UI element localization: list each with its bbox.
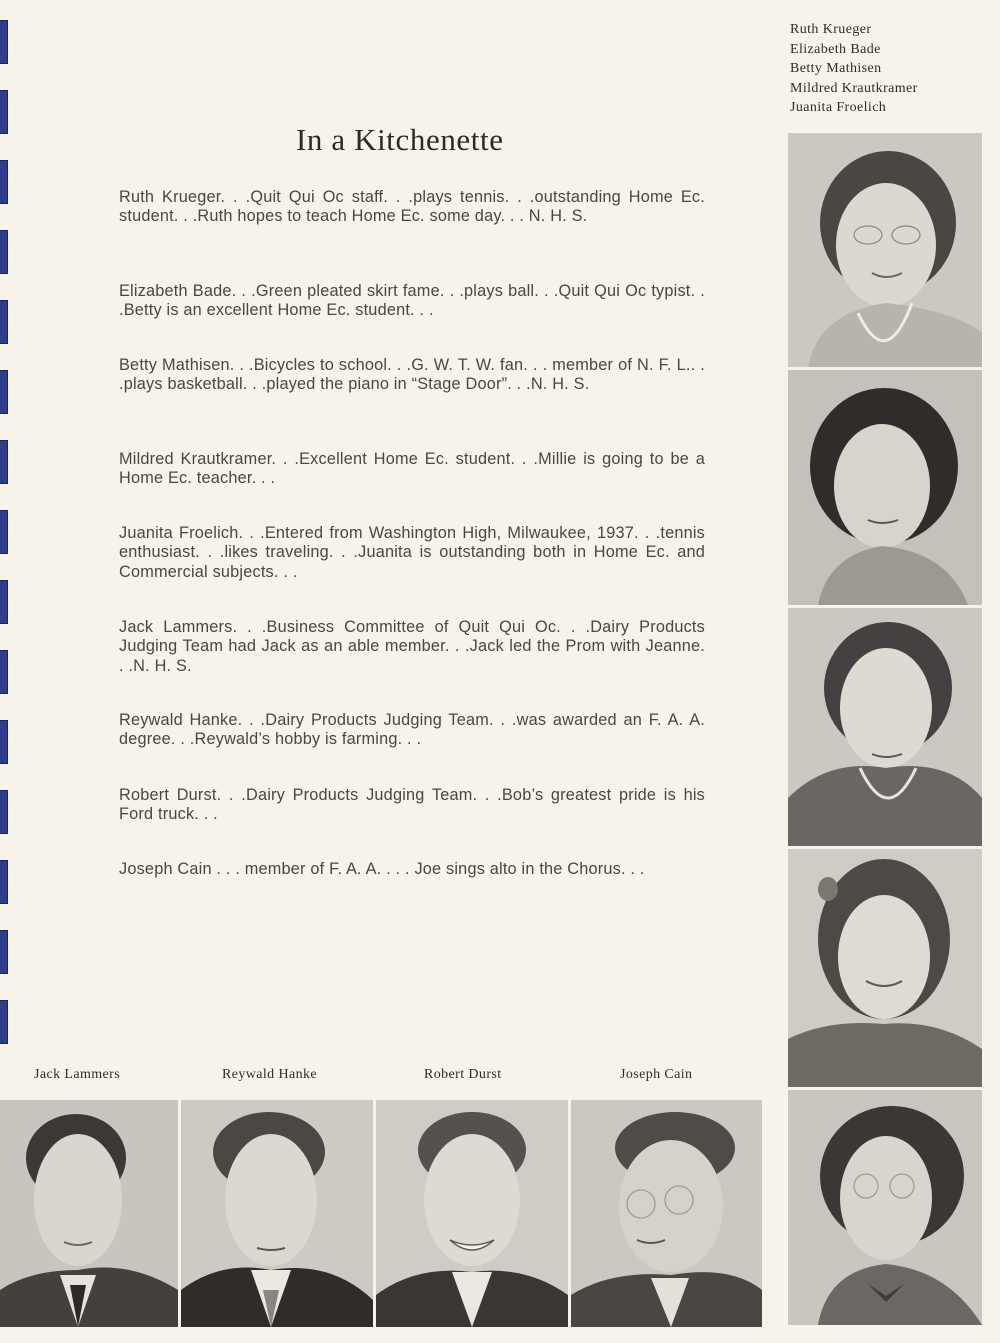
binding-mark	[0, 90, 8, 134]
photo-robert-durst	[376, 1100, 568, 1327]
portrait-image	[788, 849, 982, 1087]
photo-reywald-hanke	[181, 1100, 373, 1327]
binding-mark	[0, 1000, 8, 1044]
portrait-image	[788, 608, 982, 846]
binding-mark	[0, 370, 8, 414]
photo-juanita-froelich	[788, 1090, 982, 1325]
portrait-image	[181, 1100, 373, 1327]
caption-juanita-froelich: Juanita Froelich	[790, 100, 887, 116]
caption-jack-lammers: Jack Lammers	[34, 1067, 121, 1082]
bio-reywald-hanke: Reywald Hanke. . .Dairy Products Judging Team. . .was awarded an F. A. A. degree. . .Reywald’s hobby is farming. . .	[119, 711, 705, 749]
portrait-image	[788, 133, 982, 367]
bio-jack-lammers: Jack Lammers. . .Business Committee of Quit Qui Oc. . .Dairy Products Judging Team had Jack as an able member. . .Jack led the Prom with Jeanne. . .N. H. S.	[119, 618, 705, 675]
caption-robert-durst: Robert Durst	[424, 1067, 502, 1082]
photo-ruth-krueger	[788, 133, 982, 367]
bio-elizabeth-bade: Elizabeth Bade. . .Green pleated skirt fame. . .plays ball. . .Quit Qui Oc typist. . .Betty is an excellent Home Ec. student. . .	[119, 282, 705, 320]
binding-mark	[0, 230, 8, 274]
photo-mildred-krautkramer	[788, 849, 982, 1087]
page-title: In a Kitchenette	[296, 122, 504, 157]
binding-mark	[0, 510, 8, 554]
caption-elizabeth-bade: Elizabeth Bade	[790, 41, 881, 57]
bio-ruth-krueger: Ruth Krueger. . .Quit Qui Oc staff. . .plays tennis. . .outstanding Home Ec. student. . .Ruth hopes to teach Home Ec. some day. . . N. H. S.	[119, 188, 705, 226]
right-photo-captions	[790, 20, 918, 118]
binding-mark	[0, 160, 8, 204]
caption-joseph-cain: Joseph Cain	[620, 1067, 693, 1082]
caption-ruth-krueger: Ruth Krueger	[790, 22, 872, 37]
binding-mark	[0, 930, 8, 974]
bio-betty-mathisen: Betty Mathisen. . .Bicycles to school. . .G. W. T. W. fan. . . member of N. F. L.. . .plays basketball. . .played the piano in “Stage Door”. . .N. H. S.	[119, 356, 705, 394]
portrait-image	[0, 1100, 178, 1327]
bio-mildred-krautkramer: Mildred Krautkramer. . .Excellent Home Ec. student. . .Millie is going to be a Home Ec. teacher. . .	[119, 450, 705, 488]
portrait-image	[376, 1100, 568, 1327]
portrait-image	[788, 1090, 982, 1325]
photo-betty-mathisen	[788, 608, 982, 846]
photo-elizabeth-bade	[788, 370, 982, 605]
photo-joseph-cain	[571, 1100, 762, 1327]
portrait-image	[788, 370, 982, 605]
binding-mark	[0, 860, 8, 904]
caption-reywald-hanke: Reywald Hanke	[222, 1067, 318, 1082]
caption-mildred-krautkramer: Mildred Krautkramer	[790, 80, 918, 96]
binding-mark	[0, 580, 8, 624]
photo-jack-lammers	[0, 1100, 178, 1327]
bio-joseph-cain: Joseph Cain . . . member of F. A. A. . . . Joe sings alto in the Chorus. . .	[119, 860, 645, 878]
portrait-image	[571, 1100, 762, 1327]
binding-mark	[0, 650, 8, 694]
bio-robert-durst: Robert Durst. . .Dairy Products Judging Team. . .Bob’s greatest pride is his Ford truck. . .	[119, 786, 705, 824]
binding-mark	[0, 720, 8, 764]
bio-juanita-froelich: Juanita Froelich. . .Entered from Washington High, Milwaukee, 1937. . .tennis enthusiast. . .likes traveling. . .Juanita is outstanding both in Home Ec. and Commercial subjects. . .	[119, 524, 705, 581]
binding-mark	[0, 300, 8, 344]
binding-mark	[0, 20, 8, 64]
caption-betty-mathisen: Betty Mathisen	[790, 61, 882, 77]
binding-mark	[0, 790, 8, 834]
binding-mark	[0, 440, 8, 484]
